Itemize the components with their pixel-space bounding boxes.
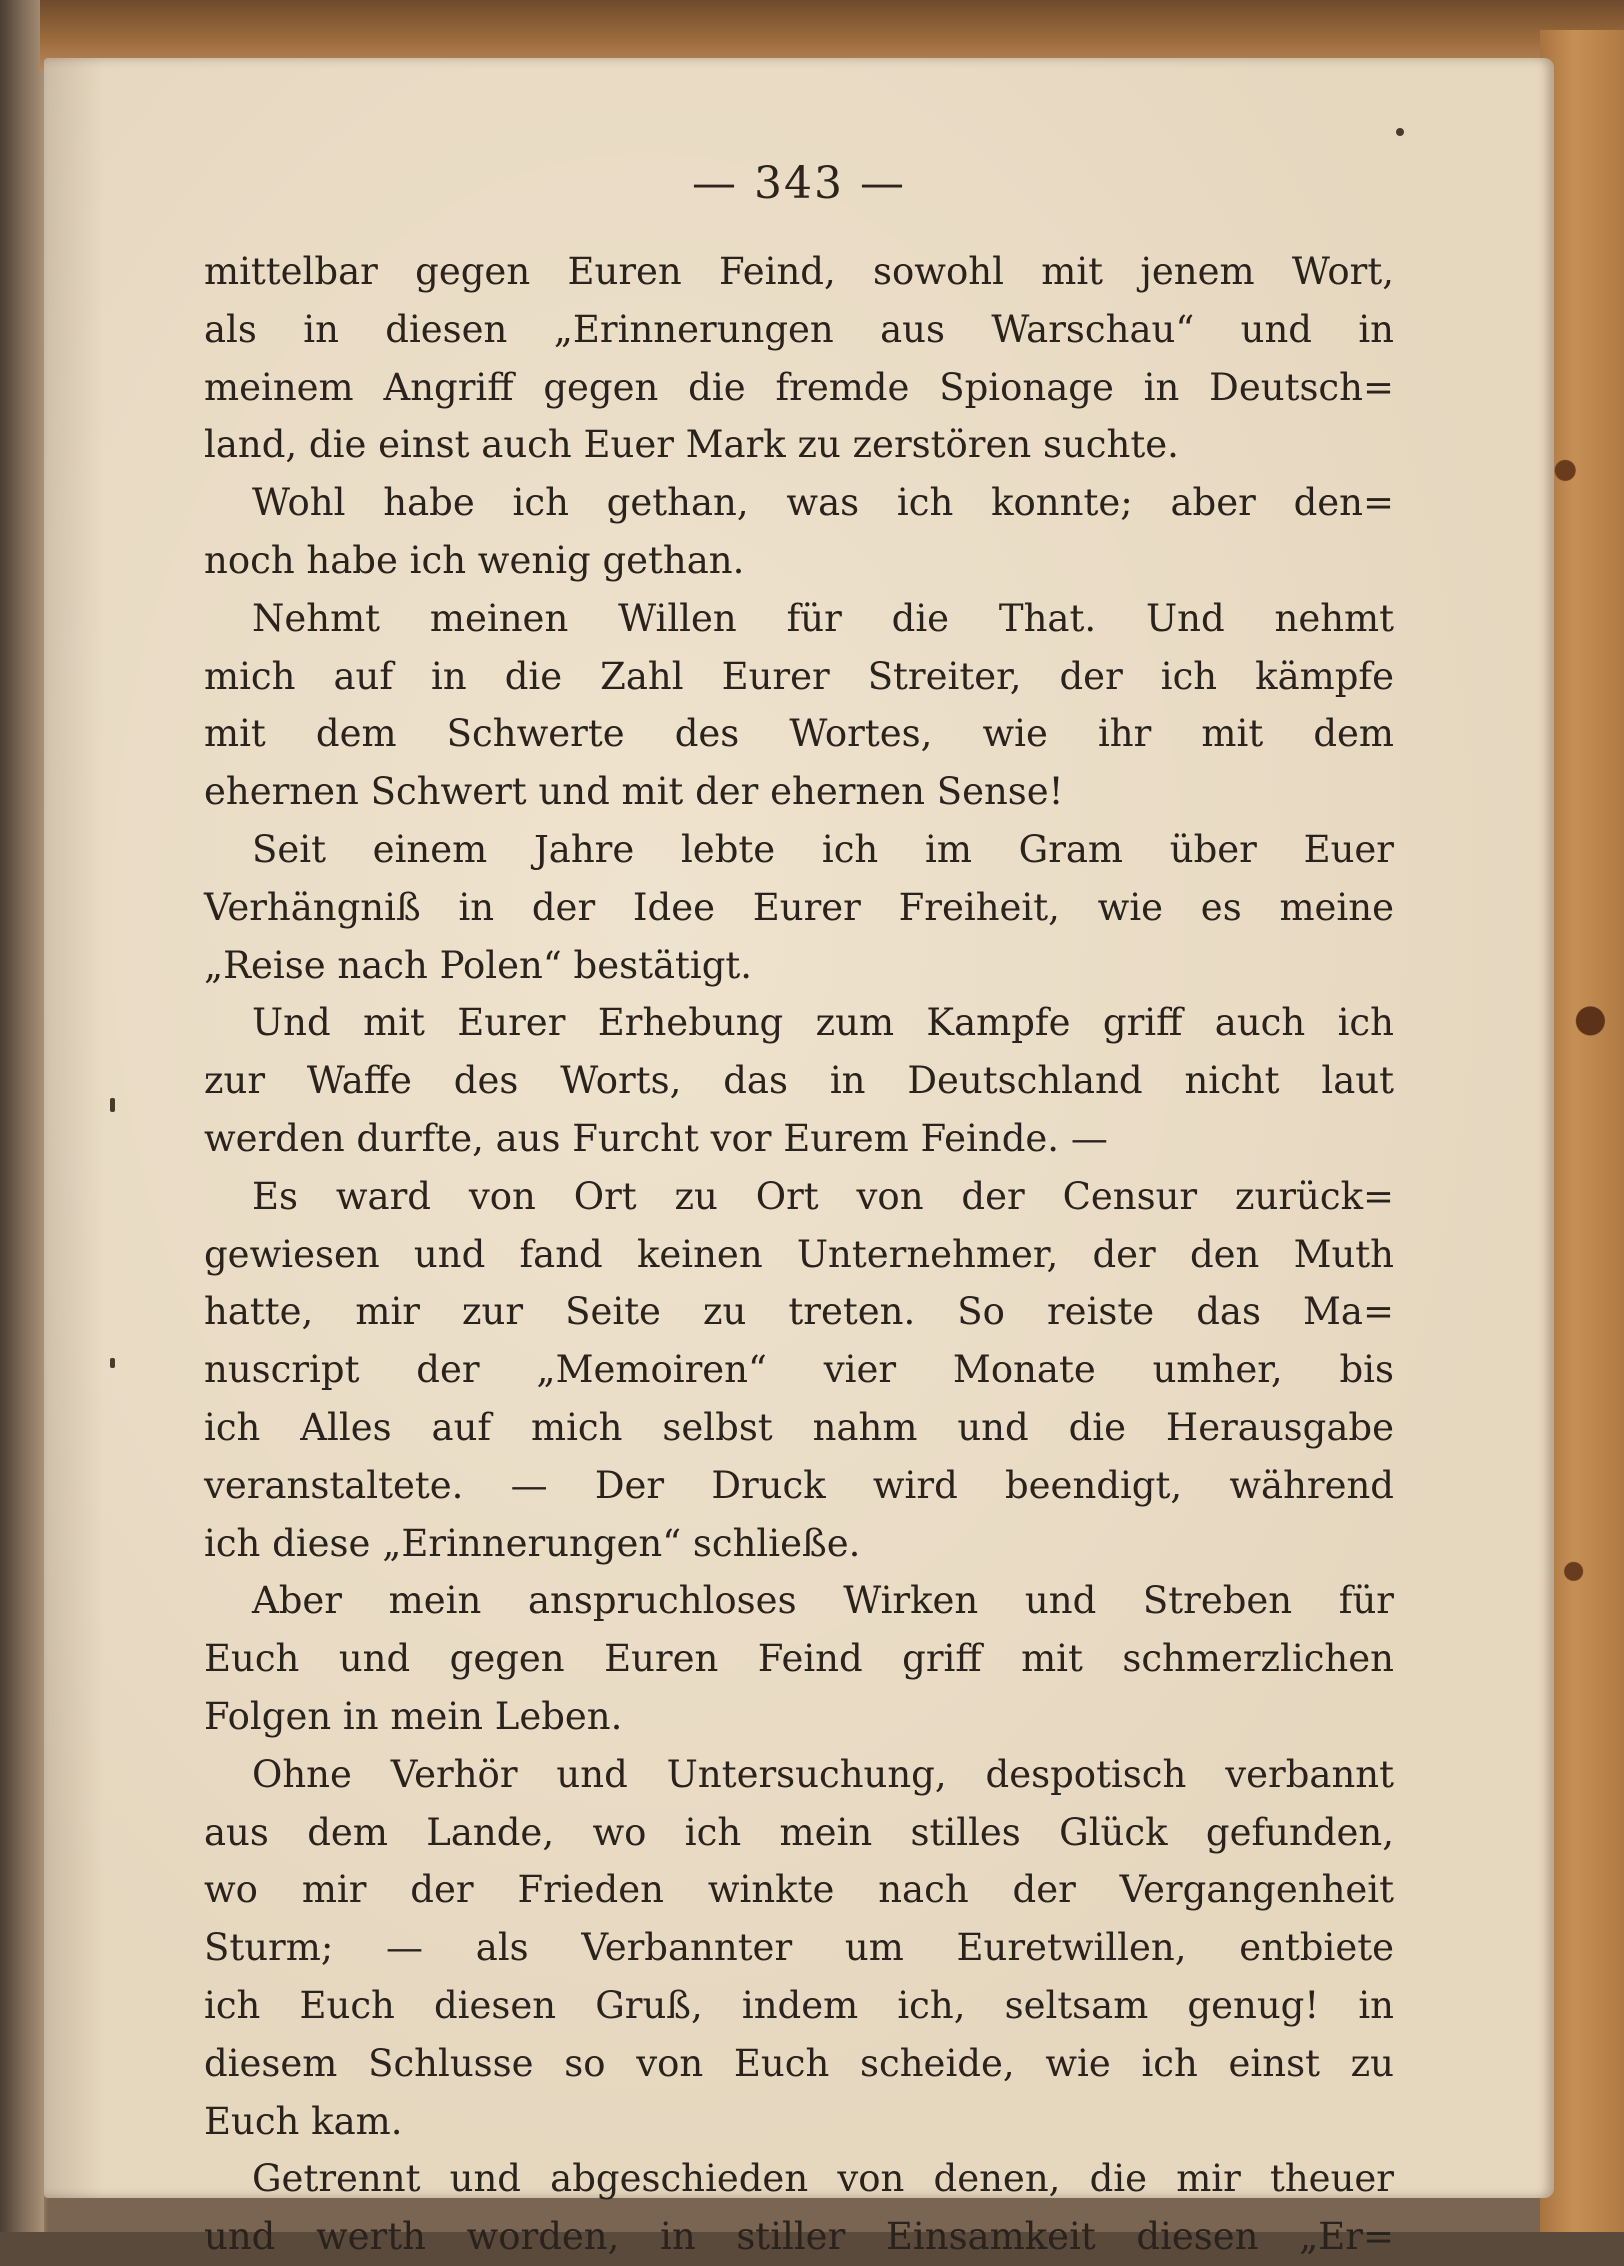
text-line: Euch kam.	[204, 2099, 403, 2143]
text-line: veranstaltete. — Der Druck wird beendigt, während	[204, 1463, 1394, 1507]
text-line: mit dem Schwerte des Wortes, wie ihr mit dem	[204, 712, 1394, 756]
text-line: gewiesen und fand keinen Unternehmer, der den Muth	[204, 1232, 1394, 1276]
text-line: ich Euch diesen Gruß, indem ich, seltsam genug! in	[204, 1983, 1394, 2027]
text-line: „Reise nach Polen“ bestätigt.	[204, 943, 753, 987]
text-line: noch habe ich wenig gethan.	[204, 538, 745, 582]
text-line: Und mit Eurer Erhebung zum Kampfe griff auch ich	[252, 1001, 1394, 1045]
previous-page-edge	[0, 0, 44, 2232]
page-text-block	[204, 243, 1394, 2266]
ink-speck	[110, 1098, 115, 1112]
text-line: nuscript der „Memoiren“ vier Monate umher, bis	[204, 1348, 1394, 1392]
page-number: — 343 —	[692, 158, 906, 209]
book-page	[44, 58, 1554, 2259]
text-line: ich diese „Erinnerungen“ schließe.	[204, 1521, 861, 1565]
text-line: land, die einst auch Euer Mark zu zerstören suchte.	[204, 423, 1179, 467]
text-line: meinem Angriff gegen die fremde Spionage in Deutsch=	[204, 365, 1394, 409]
text-line: hatte, mir zur Seite zu treten. So reiste das Ma=	[204, 1290, 1394, 1334]
text-line: und werth worden, in stiller Einsamkeit diesen „Er=	[204, 2215, 1394, 2259]
text-line: Aber mein anspruchloses Wirken und Streben für	[252, 1579, 1394, 1623]
text-line: Euch und gegen Euren Feind griff mit schmerzlichen	[204, 1637, 1394, 1681]
text-line: Sturm; — als Verbannter um Euretwillen, entbiete	[204, 1926, 1394, 1970]
text-line: Folgen in mein Leben.	[204, 1694, 623, 1738]
text-line: Getrennt und abgeschieden von denen, die mir theuer	[252, 2157, 1394, 2201]
text-line: diesem Schlusse so von Euch scheide, wie ich einst zu	[204, 2041, 1394, 2085]
text-line: mich auf in die Zahl Eurer Streiter, der ich kämpfe	[204, 654, 1394, 698]
text-line: Es ward von Ort zu Ort von der Censur zurück=	[252, 1174, 1394, 1218]
text-line: Wohl habe ich gethan, was ich konnte; aber den=	[252, 481, 1394, 525]
text-line: Ohne Verhör und Untersuchung, despotisch verbannt	[252, 1752, 1394, 1796]
ink-speck	[1396, 128, 1404, 136]
text-line: ich Alles auf mich selbst nahm und die Herausgabe	[204, 1405, 1394, 1449]
text-line: wo mir der Frieden winkte nach der Vergangenheit	[204, 1868, 1394, 1912]
text-line: Nehmt meinen Willen für die That. Und nehmt	[252, 596, 1394, 640]
text-line: Verhängniß in der Idee Eurer Freiheit, wie es meine	[204, 885, 1394, 929]
text-line: werden durfte, aus Furcht vor Eurem Feinde. —	[204, 1116, 1108, 1160]
ink-speck	[110, 1358, 115, 1368]
text-line: zur Waffe des Worts, das in Deutschland nicht laut	[204, 1059, 1394, 1103]
text-line: aus dem Lande, wo ich mein stilles Glück gefunden,	[204, 1810, 1394, 1854]
text-line: ehernen Schwert und mit der ehernen Sense!	[204, 770, 1064, 814]
text-line: mittelbar gegen Euren Feind, sowohl mit jenem Wort,	[204, 250, 1394, 293]
text-line: Seit einem Jahre lebte ich im Gram über Euer	[252, 827, 1394, 871]
text-line: als in diesen „Erinnerungen aus Warschau“ und in	[204, 307, 1394, 351]
